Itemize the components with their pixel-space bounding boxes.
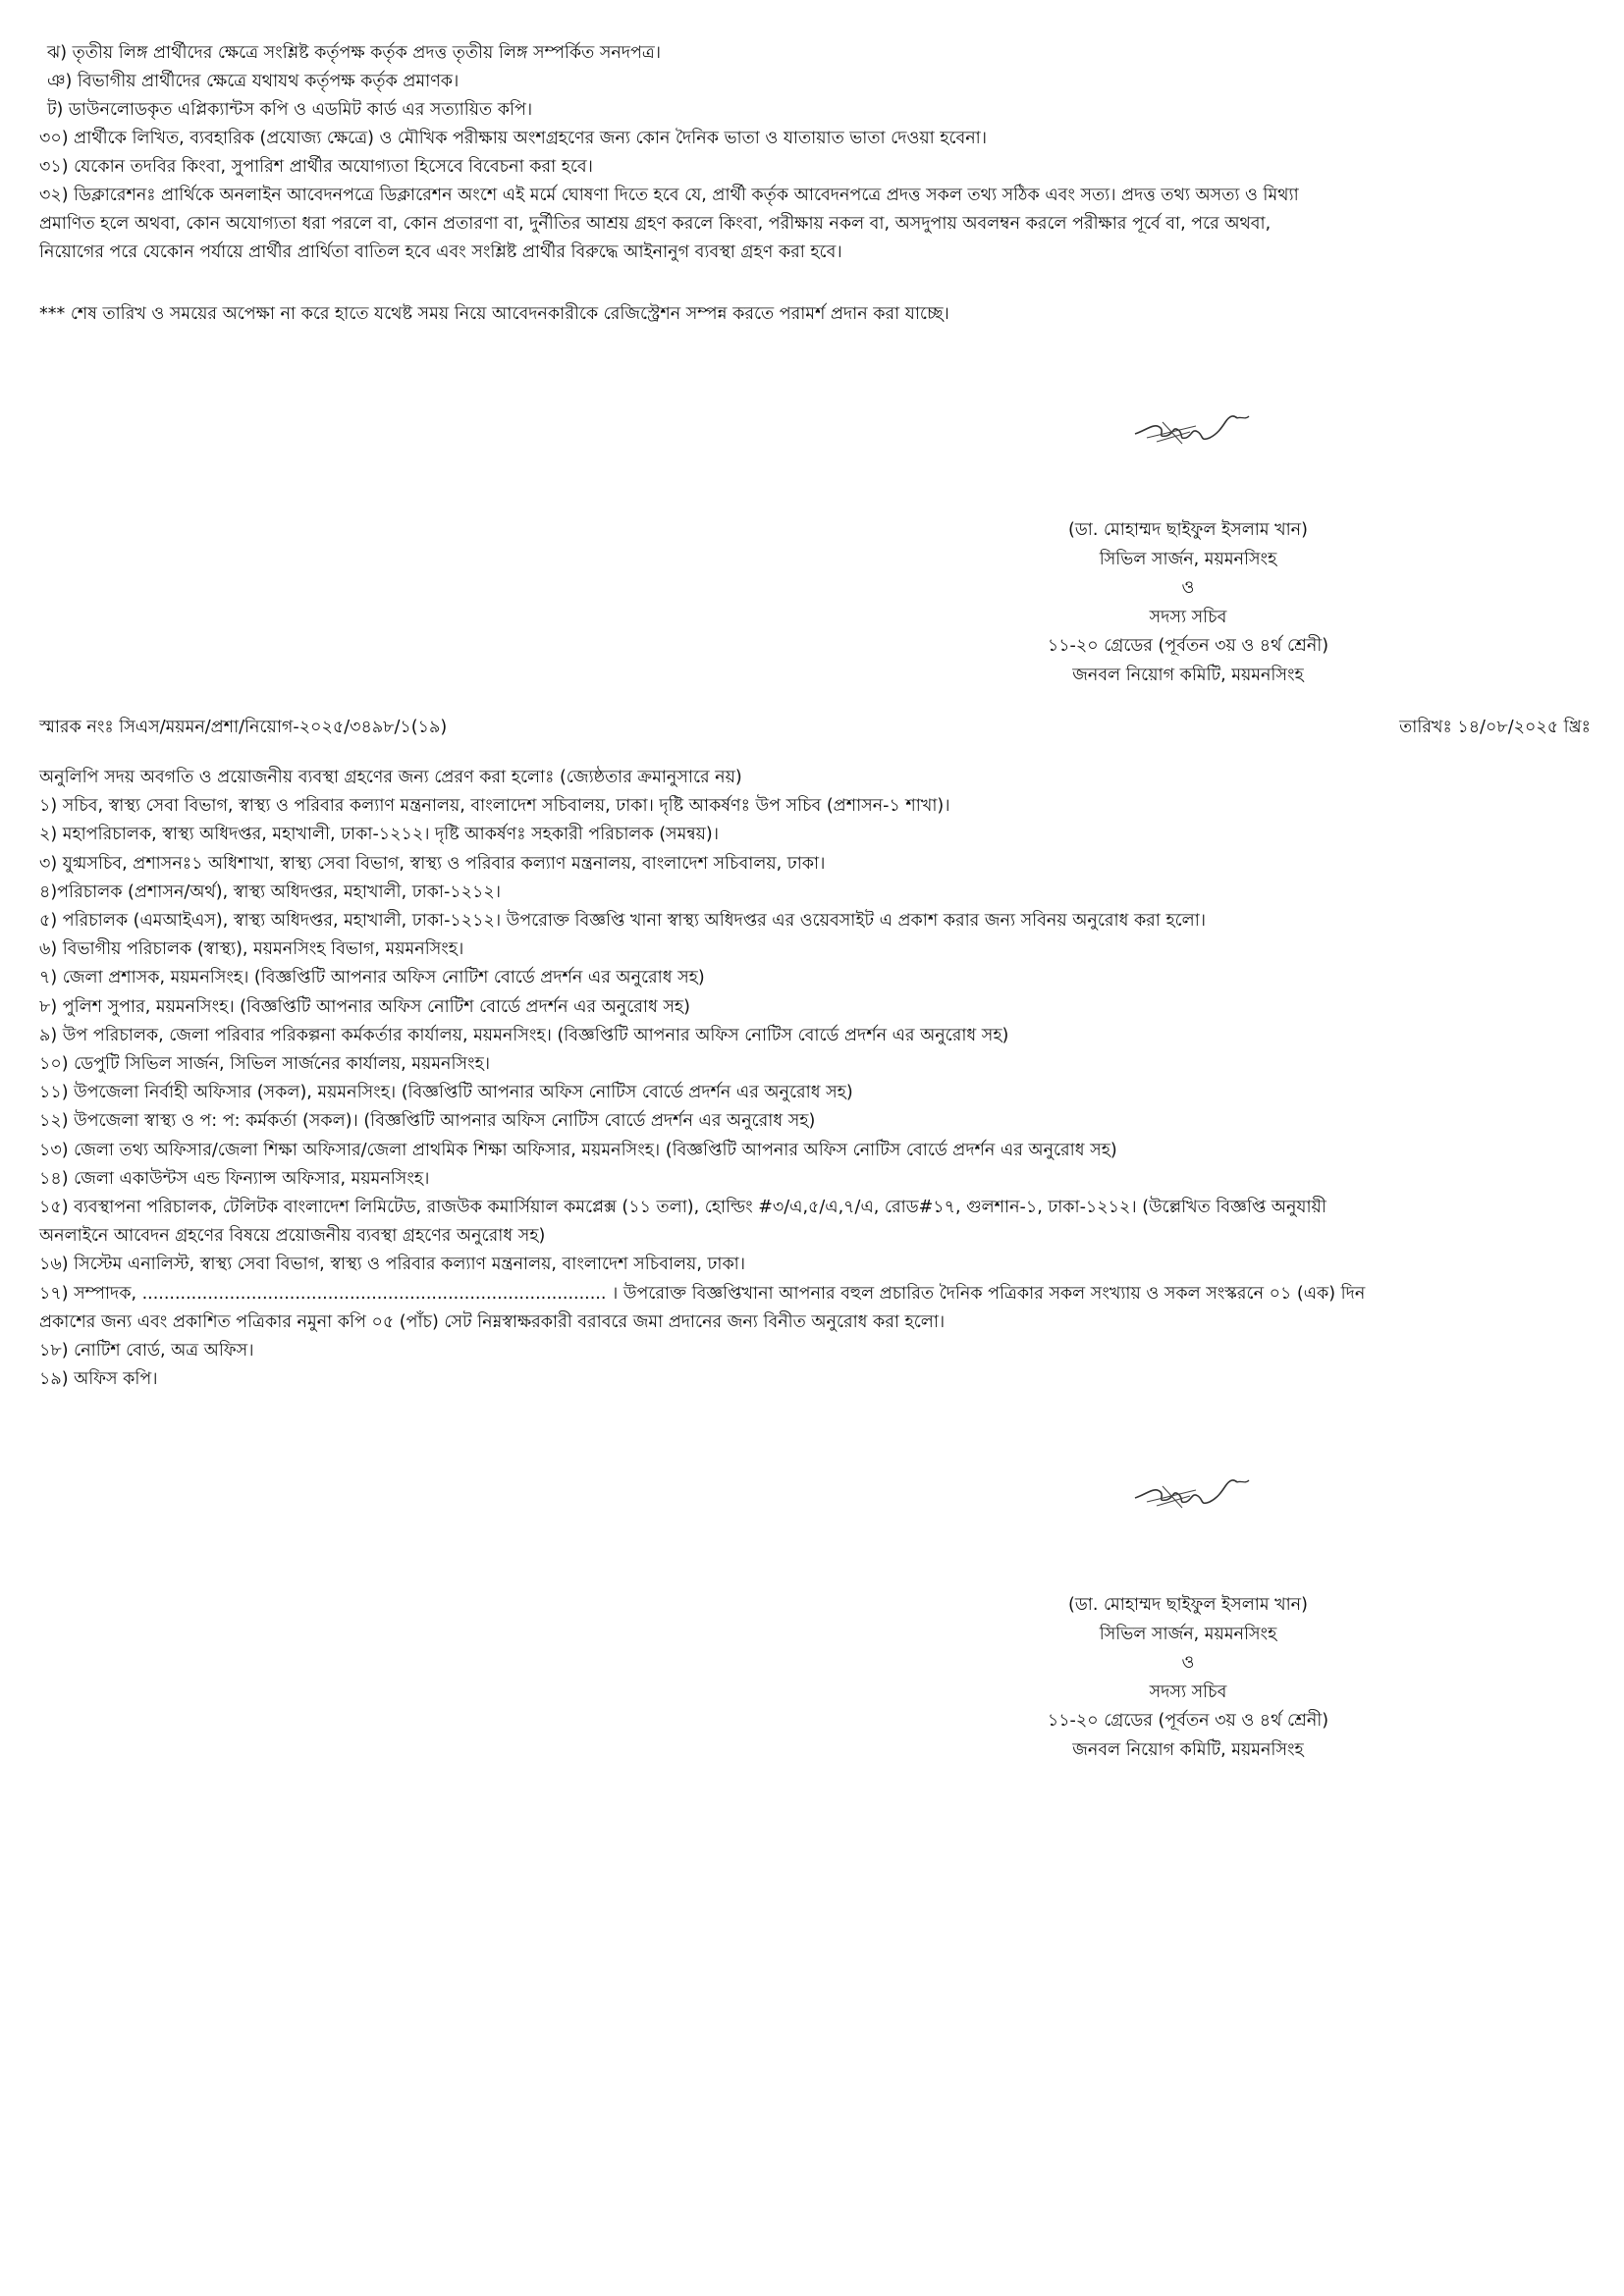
cc-item: ১) সচিব, স্বাস্থ্য সেবা বিভাগ, স্বাস্থ্য ও পরিবার কল্যাণ মন্ত্রনালয়, বাংলাদেশ সচিবালয়, ঢাকা। দৃষ্টি আকর্ষণঃ উপ সচিব (প্রশাসন-১ শাখা)।: [39, 796, 950, 817]
item-nya: ঞ) বিভাগীয় প্রার্থীদের ক্ষেত্রে যথাযথ কর্তৃপক্ষ কর্তৃক প্রমাণক।: [47, 72, 460, 91]
cc-item: ১৫) ব্যবস্থাপনা পরিচালক, টেলিটক বাংলাদেশ লিমিটেড, রাজউক কমার্সিয়াল কমপ্লেক্স (১১ তলা), হোল্ডিং #৩/এ,৫/এ,৭/এ, রোড#১৭, গুলশান-১, ঢাকা-১২১২। (উল্লেখিত বিজ্ঞপ্তি অনুযায়ী: [39, 1198, 1326, 1218]
signatory-block: [913, 516, 1463, 690]
cc-item: ৭) জেলা প্রশাসক, ময়মনসিংহ। (বিজ্ঞপ্তিটি আপনার অফিস নোটিশ বোর্ডে প্রদর্শন এর অনুরোধ সহ): [39, 968, 705, 988]
item-30: ৩০) প্রার্থীকে লিখিত, ব্যবহারিক (প্রযোজ্য ক্ষেত্রে) ও মৌখিক পরীক্ষায় অংশগ্রহণের জন্য কোন দৈনিক ভাতা ও যাতায়াত ভাতা দেওয়া হবেনা।: [39, 129, 988, 148]
cc-item: ৩) যুগ্মসচিব, প্রশাসনঃ১ অধিশাখা, স্বাস্থ্য সেবা বিভাগ, স্বাস্থ্য ও পরিবার কল্যাণ মন্ত্রনালয়, বাংলাদেশ সচিবালয়, ঢাকা।: [39, 853, 826, 874]
cc-item: ১২) উপজেলা স্বাস্থ্য ও প: প: কর্মকর্তা (সকল)। (বিজ্ঞপ্তিটি আপনার অফিস নোটিস বোর্ডে প্রদর্শন এর অনুরোধ সহ): [39, 1111, 816, 1132]
cc-item: ১০) ডেপুটি সিভিল সার্জন, সিভিল সার্জনের কার্যালয়, ময়মনসিংহ।: [39, 1054, 491, 1075]
item-31: ৩১) যেকোন তদবির কিংবা, সুপারিশ প্রার্থীর অযোগ্যতা হিসেবে বিবেচনা করা হবে।: [39, 157, 593, 177]
signatory-designation: সিভিল সার্জন, ময়মনসিংহ: [1099, 549, 1277, 569]
cc-item: ৪)পরিচালক (প্রশাসন/অর্থ), স্বাস্থ্য অধিদপ্তর, মহাখালী, ঢাকা-১২১২।: [39, 881, 502, 902]
cc-item-continuation: প্রকাশের জন্য এবং প্রকাশিত পত্রিকার নমুনা কপি ০৫ (পাঁচ) সেট নিম্নস্বাক্ষরকারী বরাবরে জমা প্রদানের জন্য বিনীত অনুরোধ করা হলো।: [39, 1311, 946, 1332]
signatory-designation: সিভিল সার্জন, ময়মনসিংহ: [1099, 1624, 1277, 1644]
signatory-name: (ডা. মোহাম্মদ ছাইফুল ইসলাম খান): [1068, 1595, 1308, 1615]
cc-item: ১৪) জেলা একাউন্টস এন্ড ফিন্যান্স অফিসার, ময়মনসিংহ।: [39, 1168, 430, 1189]
cc-item: ১৮) নোটিশ বোর্ড, অত্র অফিস।: [39, 1341, 254, 1362]
cc-item: ১৭) সম্পাদক, ..................................................................................... । উপরোক্ত বিজ্ঞপ্তিখানা আপনার বহুল প্রচারিত দৈনিক পত্রিকার সকল সংখ্যায় ও সকল সংস্করনে ০১ (এক) দিন: [39, 1283, 1366, 1304]
cc-item: ৬) বিভাগীয় পরিচালক (স্বাস্থ্য), ময়মনসিংহ বিভাগ, ময়মনসিংহ।: [39, 939, 464, 960]
signatory-conjunction: ও: [1181, 578, 1195, 598]
signature-image: [1127, 393, 1255, 461]
cc-item-continuation: অনলাইনে আবেদন গ্রহণের বিষয়ে প্রয়োজনীয় ব্যবস্থা গ্রহণের অনুরোধ সহ): [39, 1226, 546, 1247]
advice-note: *** শেষ তারিখ ও সময়ের অপেক্ষা না করে হাতে যথেষ্ট সময় নিয়ে আবেদনকারীকে রেজিস্ট্রেশন সম্পন্ন করতে পরামর্শ প্রদান করা যাচ্ছে।: [39, 304, 949, 324]
signatory-committee: জনবল নিয়োগ কমিটি, ময়মনসিংহ: [1072, 665, 1304, 685]
cc-list: [39, 764, 1591, 1394]
cc-item: ২) মহাপরিচালক, স্বাস্থ্য অধিদপ্তর, মহাখালী, ঢাকা-১২১২। দৃষ্টি আকর্ষণঃ সহকারী পরিচালক (সমন্বয়)।: [39, 825, 720, 845]
cc-item: ১১) উপজেলা নির্বাহী অফিসার (সকল), ময়মনসিংহ। (বিজ্ঞপ্তিটি আপনার অফিস নোটিস বোর্ডে প্রদর্শন এর অনুরোধ সহ): [39, 1083, 853, 1103]
item-32-line1: ৩২) ডিক্লারেশনঃ প্রার্থিকে অনলাইন আবেদনপত্রে ডিক্লারেশন অংশে এই মর্মে ঘোষণা দিতে হবে যে, প্রার্থী কর্তৃক আবেদনপত্রে প্রদত্ত সকল তথ্য সঠিক এবং সত্য। প্রদত্ত তথ্য অসত্য ও মিথ্যা: [39, 186, 1299, 205]
cc-item: ১৬) সিস্টেম এনালিস্ট, স্বাস্থ্য সেবা বিভাগ, স্বাস্থ্য ও পরিবার কল্যাণ মন্ত্রনালয়, বাংলাদেশ সচিবালয়, ঢাকা।: [39, 1255, 746, 1275]
item-32-line2: প্রমাণিত হলে অথবা, কোন অযোগ্যতা ধরা পরলে বা, কোন প্রতারণা বা, দুর্নীতির আশ্রয় গ্রহণ করলে কিংবা, পরীক্ষায় নকল বা, অসদুপায় অবলম্বন করলে পরীক্ষার পূর্বে বা, পরে অথবা,: [39, 214, 1272, 234]
memo-number: স্মারক নংঃ সিএস/ময়মন/প্রশা/নিয়োগ-২০২৫/৩৪৯৮/১(১৯): [39, 718, 448, 737]
signatory-grade: ১১-২০ গ্রেডের (পূর্বতন ৩য় ও ৪র্থ শ্রেনী): [1047, 636, 1329, 656]
signatory-grade: ১১-২০ গ্রেডের (পূর্বতন ৩য় ও ৪র্থ শ্রেনী): [1047, 1711, 1329, 1731]
item-jha: ঝ) তৃতীয় লিঙ্গ প্রার্থীদের ক্ষেত্রে সংশ্লিষ্ট কর্তৃপক্ষ কর্তৃক প্রদত্ত তৃতীয় লিঙ্গ সম্পর্কিত সনদপত্র।: [47, 43, 662, 63]
memo-date: তারিখঃ ১৪/০৮/২০২৫ খ্রিঃ: [1399, 718, 1591, 737]
signatory-committee: জনবল নিয়োগ কমিটি, ময়মনসিংহ: [1072, 1739, 1304, 1760]
signatory-role: সদস্য সচিব: [1149, 1682, 1227, 1702]
item-32-line3: নিয়োগের পরে যেকোন পর্যায়ে প্রার্থীর প্রার্থিতা বাতিল হবে এবং সংশ্লিষ্ট প্রার্থীর বিরুদ্ধে আইনানুগ ব্যবস্থা গ্রহণ করা হবে।: [39, 242, 842, 262]
cc-intro: অনুলিপি সদয় অবগতি ও প্রয়োজনীয় ব্যবস্থা গ্রহণের জন্য প্রেরণ করা হলোঃ (জ্যেষ্ঠতার ক্রমানুসারে নয়): [39, 768, 742, 787]
cc-item: ৫) পরিচালক (এমআইএস), স্বাস্থ্য অধিদপ্তর, মহাখালী, ঢাকা-১২১২। উপরোক্ত বিজ্ঞপ্তি খানা স্বাস্থ্য অধিদপ্তর এর ওয়েবসাইট এ প্রকাশ করার জন্য সবিনয় অনুরোধ করা হলো।: [39, 911, 1207, 932]
signature-image: [1127, 1457, 1255, 1525]
cc-item: ১৩) জেলা তথ্য অফিসার/জেলা শিক্ষা অফিসার/জেলা প্রাথমিক শিক্ষা অফিসার, ময়মনসিংহ। (বিজ্ঞপ্তিটি আপনার অফিস নোটিস বোর্ডে প্রদর্শন এর অনুরোধ সহ): [39, 1140, 1117, 1160]
signatory-name: (ডা. মোহাম্মদ ছাইফুল ইসলাম খান): [1068, 520, 1308, 540]
signatory-block-repeat: [913, 1591, 1463, 1765]
cc-item: ১৯) অফিস কপি।: [39, 1369, 158, 1390]
signatory-role: সদস্য সচিব: [1149, 607, 1227, 627]
signatory-conjunction: ও: [1181, 1653, 1195, 1673]
item-ta: ট) ডাউনলোডকৃত এপ্লিক্যান্টস কপি ও এডমিট কার্ড এর সত্যায়িত কপি।: [47, 100, 533, 120]
cc-item: ৮) পুলিশ সুপার, ময়মনসিংহ। (বিজ্ঞপ্তিটি আপনার অফিস নোটিশ বোর্ডে প্রদর্শন এর অনুরোধ সহ): [39, 996, 690, 1017]
cc-item: ৯) উপ পরিচালক, জেলা পরিবার পরিকল্পনা কর্মকর্তার কার্যালয়, ময়মনসিংহ। (বিজ্ঞপ্তিটি আপনার অফিস নোটিস বোর্ডে প্রদর্শন এর অনুরোধ সহ): [39, 1025, 1009, 1045]
